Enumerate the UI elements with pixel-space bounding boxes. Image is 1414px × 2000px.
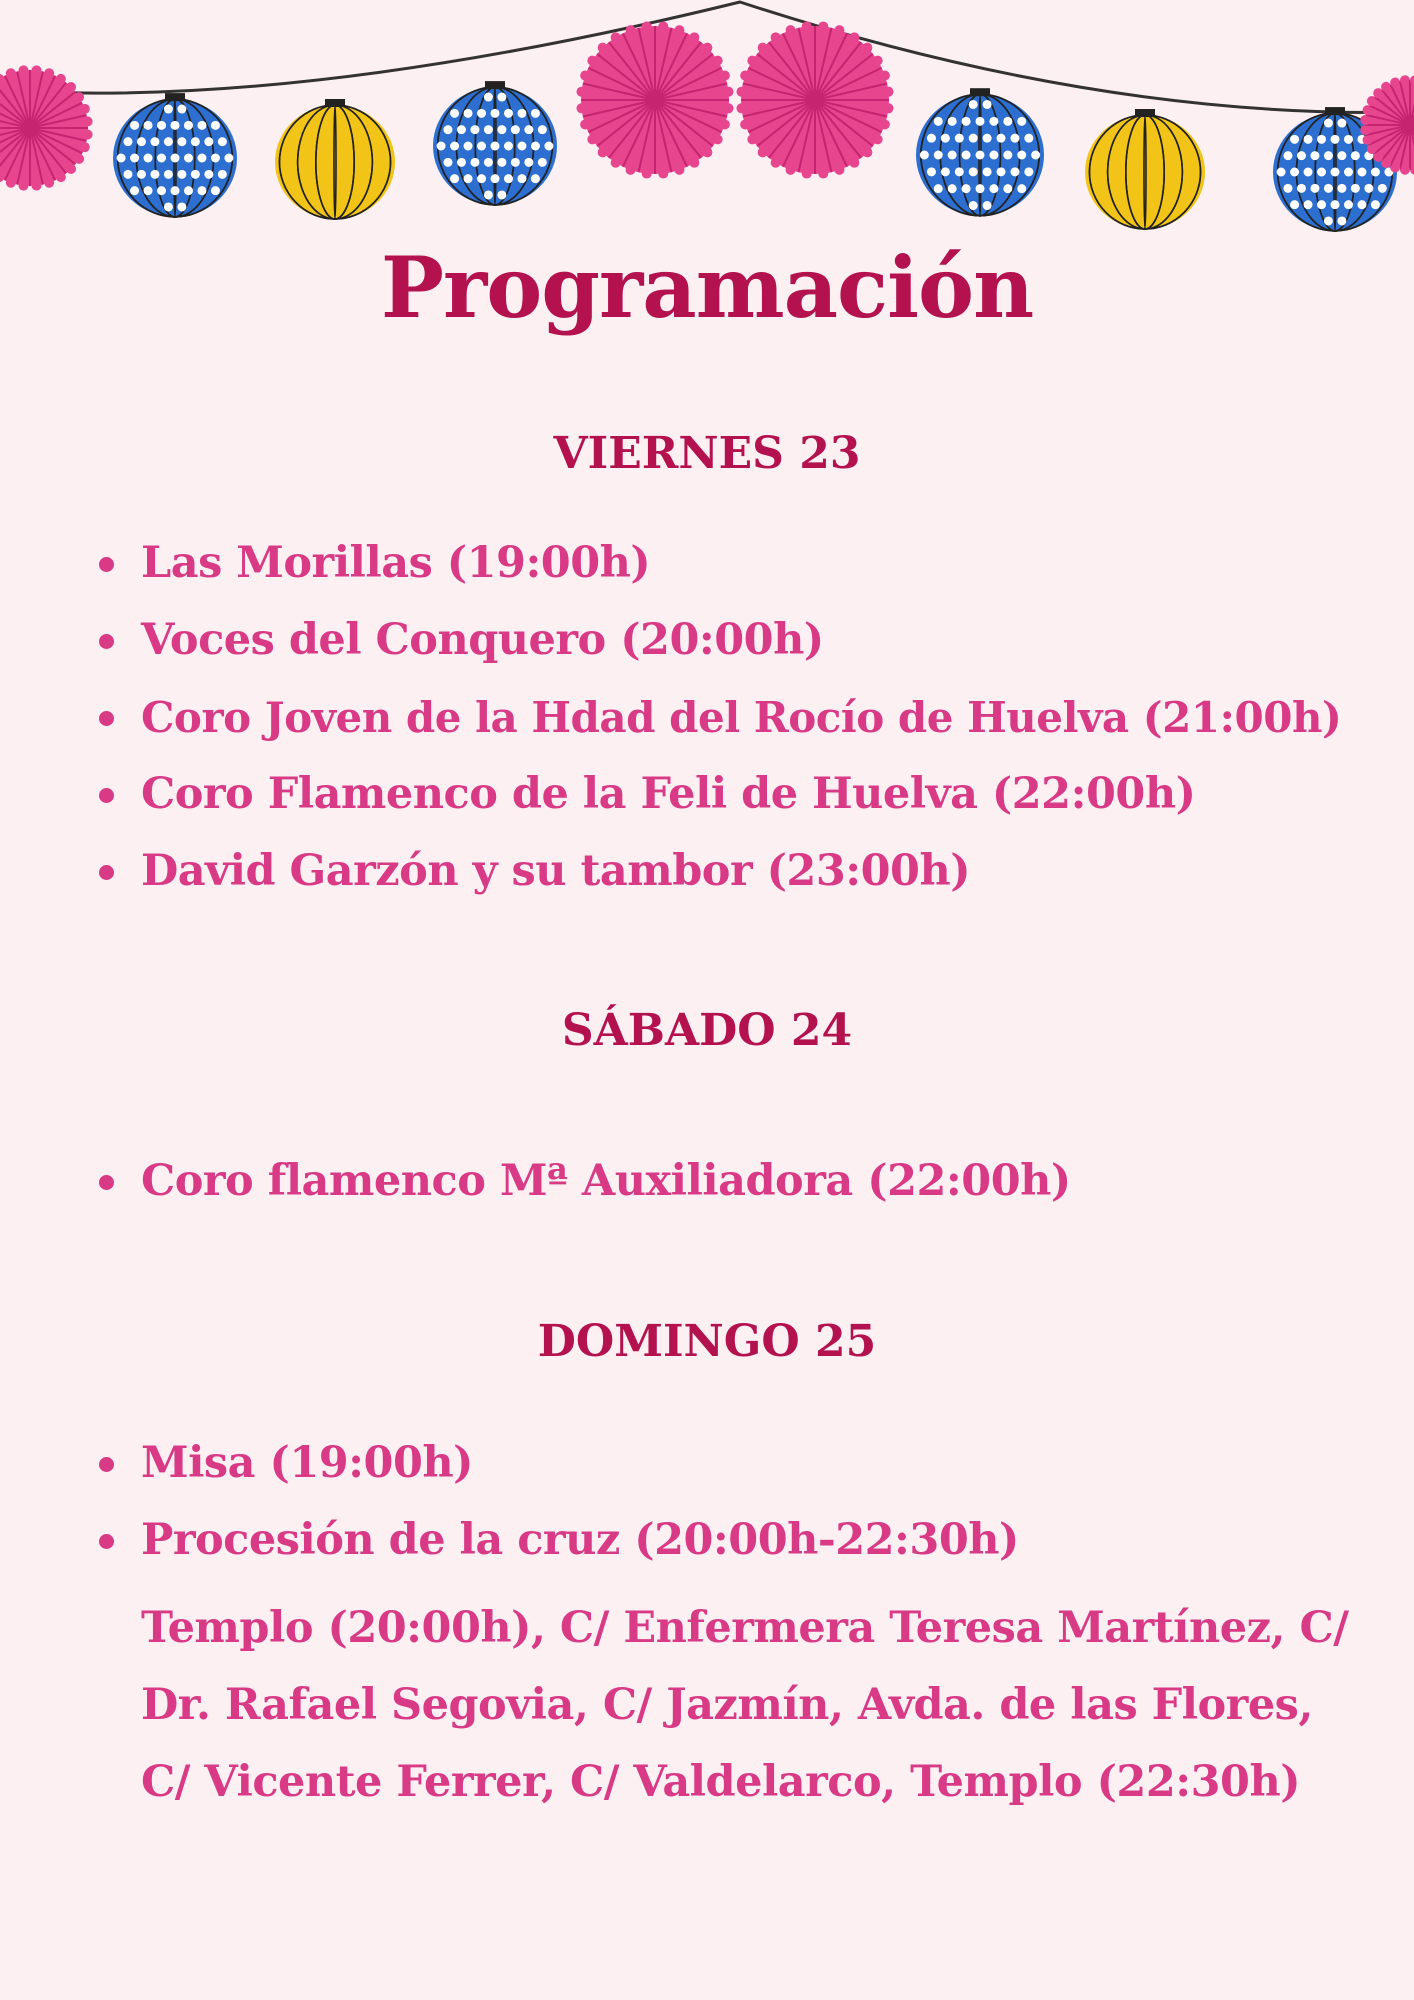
procession-route: Templo (20:00h), C/ Enfermera Teresa Martínez, C/ Dr. Rafael Segovia, C/ Jazmín, Avda. de las Flores, C/ Vicente Ferrer, C/ Valdelarco, Templo (22:30h) <box>141 1603 1349 1807</box>
pink-fan-decoration <box>576 21 733 178</box>
blue-lantern-decoration <box>433 81 557 205</box>
pink-fan-decoration <box>736 21 893 178</box>
list-item: Coro flamenco Mª Auxiliadora (22:00h) <box>95 1143 1395 1220</box>
blue-lantern-decoration <box>113 93 237 217</box>
event-list-sabado <box>95 1143 1395 1220</box>
list-item: David Garzón y su tambor (23:00h) <box>95 833 1395 910</box>
day-heading-sabado: SÁBADO 24 <box>561 1005 853 1056</box>
event-list-viernes <box>95 525 1395 910</box>
list-item: Voces del Conquero (20:00h) <box>95 602 1395 679</box>
list-item: Las Morillas (19:00h) <box>95 525 1395 602</box>
day-heading-viernes: VIERNES 23 <box>553 428 861 479</box>
list-item: Coro Flamenco de la Feli de Huelva (22:00h) <box>95 756 1395 833</box>
blue-lantern-decoration <box>916 88 1044 216</box>
event-list-domingo <box>95 1425 1395 1579</box>
list-item: Misa (19:00h) <box>95 1425 1395 1502</box>
list-item: Coro Joven de la Hdad del Rocío de Huelva (21:00h) <box>95 679 1395 756</box>
yellow-lantern-decoration <box>1085 109 1205 229</box>
yellow-lantern-decoration <box>275 99 395 219</box>
list-item: Procesión de la cruz (20:00h-22:30h) <box>95 1502 1395 1579</box>
garland-decoration <box>0 0 1414 250</box>
day-heading-domingo: DOMINGO 25 <box>537 1316 877 1367</box>
pink-fan-decoration <box>0 65 93 190</box>
page-title: Programación <box>380 238 1034 337</box>
